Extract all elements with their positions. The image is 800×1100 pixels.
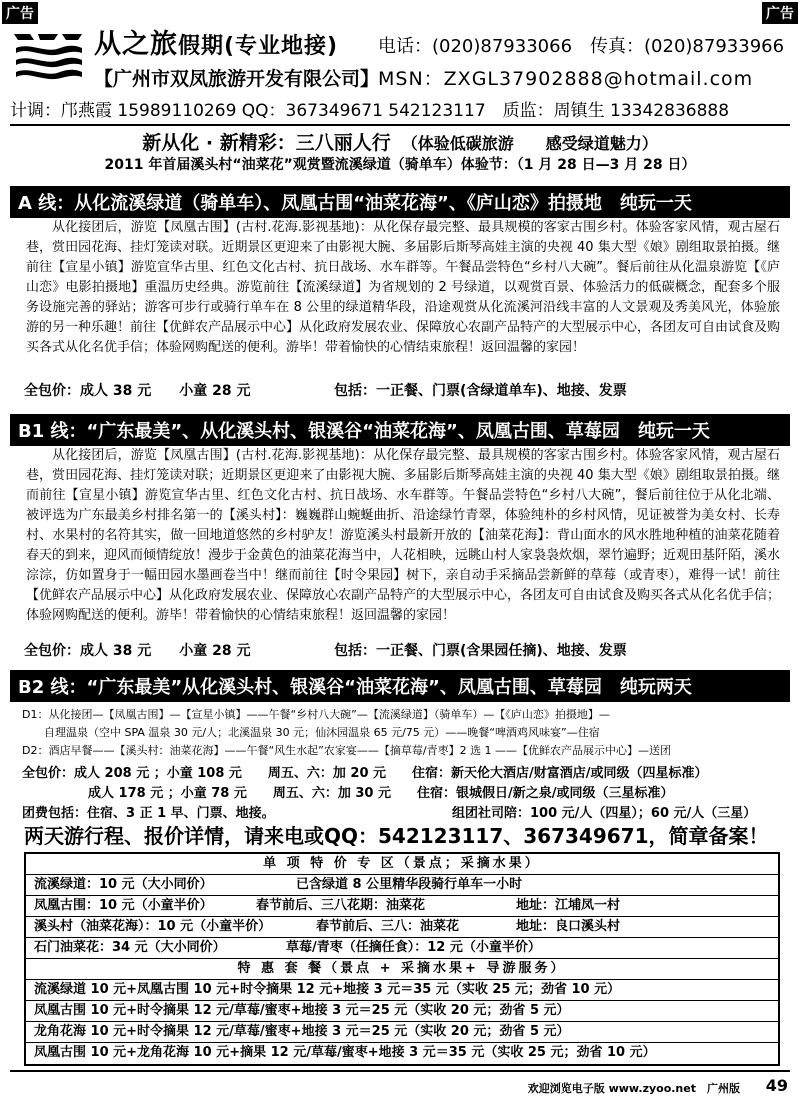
price-table <box>24 852 780 1066</box>
table-header-package: 特 惠 套 餐（景点 + 采摘水果+ 导游服务） <box>26 959 778 980</box>
header-divider <box>10 124 790 126</box>
msn-contact: MSN：ZXGL37902888@hotmail.com <box>378 68 754 90</box>
planner-contact: 计调：邝燕霞 15989110269 QQ：367349671 542123117 质监：周镇生 13342836888 <box>10 101 730 121</box>
header <box>10 22 790 124</box>
page-number: 49 <box>765 1076 788 1095</box>
call-to-action: 两天游行程、报价详情，请来电或QQ：542123117、367349671，简章备案！ <box>24 824 769 848</box>
line-b2-day1: D1：从化接团—【凤凰古围】—【宣星小镇】——午餐“乡村八大碗”—【流溪绿道】（骑单车）—【《庐山恋》拍摄地】— <box>22 708 610 721</box>
company-logo <box>10 26 86 84</box>
line-b2-day2: D2：酒店早餐——【溪头村：油菜花海】——午餐“风生水起”农家宴——【摘草莓/青枣】2 选 1 ——【优鲜农产品展示中心】—送团 <box>22 744 672 757</box>
table-row: 石门油菜花：34 元（大小同价） 草莓/青枣（任摘任食）：12 元（小童半价） <box>26 938 778 959</box>
ad-label-left: 广告 <box>2 2 38 24</box>
line-a-title: A 线：从化流溪绿道（骑单车）、凤凰古围“油菜花海”、《庐山恋》拍摄地 纯玩一天 <box>10 186 790 218</box>
promo-title: 新从化 · 新精彩：三八丽人行 （体验低碳旅游 感受绿道魅力） <box>142 132 658 154</box>
table-row: 凤凰古围 10 元+时令摘果 12 元/草莓/蜜枣+地接 3 元＝25 元（实收 20 元；劲省 5 元） <box>26 1001 778 1022</box>
line-a-price: 全包价：成人 38 元 小童 28 元 包括：一正餐、门票(含绿道单车)、地接、发票 <box>24 383 627 399</box>
brand-name: 从之旅假期(专业地接) <box>94 29 339 60</box>
line-b2-price-4star: 全包价：成人 208 元 ；小童 108 元 周五、六：加 20 元 住宿：新天伦大酒店/财富酒店/或同级（四星标准） <box>22 766 708 781</box>
table-row: 流溪绿道 10 元+凤凰古围 10 元+时令摘果 12 元+地接 3 元＝35 元（实收 25 元；劲省 10 元） <box>26 980 778 1001</box>
table-row: 凤凰古围 10 元+龙角花海 10 元+摘果 12 元/草莓/蜜枣+地接 3 元＝35 元（实收 25 元；劲省 10 元） <box>34 1045 656 1060</box>
line-b1-description: 从化接团后，游览【凤凰古围】(古村.花海.影视基地)：从化保存最完整、最具规模的客家古围乡村。体验客家风情，观古屋石巷，赏田园花海、挂灯笼读对联；近期景区更迎来了由影视大腕、多届影后斯琴高娃主演的央视 40 集大型《娘》剧组取景拍摄。继而前往【宣星小镇】游览宣华古里、红色文化古村、抗日战场、水车群等。午餐品尝特色“乡村八大碗”，餐后前往位于从化北端、被评选为广东最美乡村排名第一的【溪头村】：巍巍群山蜿蜒曲折、沿途绿竹青翠，体验纯朴的乡村风情，见证被誉为美女村、长寿村、水果村的名符其实，做一回地道悠然的乡村驴友！游览溪头村最新开放的【油菜花海】：背山面水的风水胜地种植的油菜花随着春天的到来，迎风而倾情绽放！漫步于金黄色的油菜花海当中，人花相映，远眺山村人家袅袅炊烟，翠竹遍野；近观田基阡陌，溪水淙淙，仿如置身于一幅田园水墨画卷当中！继而前往【时令果园】树下，亲自动手采摘品尝新鲜的草莓（或青枣），难得一试！前往【优鲜农产品展示中心】从化政府发展农业、保障放心农副产品特产的大型展示中心，各团友可自由试食及购买各式从化名优手信；体验网购配送的便利。游毕！带着愉快的心情结束旅程！返回温馨的家园！ <box>26 448 781 623</box>
footer <box>10 1070 790 1098</box>
ad-label-right: 广告 <box>762 2 798 24</box>
table-header-single: 单 项 特 价 专 区（景点；采摘水果） <box>26 854 778 875</box>
line-b2-price-3star: 成人 178 元 ；小童 78 元 周五、六：加 30 元 住宿：银城假日/新之泉/或同级（三星标准） <box>88 786 674 801</box>
table-row: 龙角花海 10 元+时令摘果 12 元/草莓/蜜枣+地接 3 元＝25 元（实收 20 元；劲省 5 元） <box>26 1022 778 1043</box>
line-b2-title: B2 线：“广东最美”从化溪头村、银溪谷“油菜花海”、凤凰古围、草莓园 纯玩两天 <box>10 670 790 702</box>
phone-fax: 电话：(020)87933066 传真：(020)87933966 <box>378 36 785 57</box>
line-b2-includes: 团费包括：住宿、3 正 1 早、门票、地接。 组团社司陪：100 元/人（四星）；60 元/人（三星） <box>22 806 757 821</box>
table-row: 流溪绿道：10 元（大小同价） 已含绿道 8 公里精华段骑行单车一小时 <box>26 875 778 896</box>
footer-text: 欢迎浏览电子版 www.zyoo.net 广州版 <box>527 1082 740 1095</box>
table-row: 溪头村（油菜花海）：10 元（小童半价） 春节前后、三八：油菜花 地址：良口溪头村 <box>26 917 778 938</box>
line-b2-day1-cont: 自理温泉（空中 SPA 温泉 30 元/人；北溪温泉 30 元；仙沐园温泉 65 元/75 元）——晚餐“啤酒鸡风味宴”—住宿 <box>44 726 600 739</box>
promo-festival: 2011 年首届溪头村“油菜花”观赏暨流溪绿道（骑单车）体验节：（1 月 28 日—3 月 28 日） <box>104 157 696 173</box>
table-row: 凤凰古围：10 元（小童半价） 春节前后、三八花期：油菜花 地址：江埔凤一村 <box>26 896 778 917</box>
line-a-description: 从化接团后，游览【凤凰古围】(古村.花海.影视基地)：从化保存最完整、最具规模的客家古围乡村。体验客家风情，观古屋石巷，赏田园花海、挂灯笼读对联。近期景区更迎来了由影视大腕、多届影后斯琴高娃主演的央视 40 集大型《娘》剧组取景拍摄。继前往【宣星小镇】游览宣华古里、红色文化古村、抗日战场、水车群等。午餐品尝特色“乡村八大碗”。餐后前往从化温泉游览【《庐山恋》电影拍摄地】重温历史经典。游览前往【流溪绿道】为省规划的 2 号绿道，以观赏百景、体验活力的低碳概念，配套多个服务设施完善的驿站；游客可步行或骑行单车在 8 公里的绿道精华段，沿途观赏从化流溪河沿线丰富的人文景观及秀美风光，体验旅游的另一种乐趣！前往【优鲜农产品展示中心】从化政府发展农业、保障放心农副产品特产的大型展示中心，各团友可自由试食及购买各式从化名优手信；体验网购配送的便利。游毕！带着愉快的心情结束旅程！返回温馨的家园！ <box>26 220 781 355</box>
line-b1-price: 全包价：成人 38 元 小童 28 元 包括：一正餐、门票(含果园任摘)、地接、发票 <box>24 643 627 659</box>
line-b1-title: B1 线：“广东最美”、从化溪头村、银溪谷“油菜花海”、凤凰古围、草莓园 纯玩一天 <box>10 414 790 446</box>
company-name: 【广州市双凤旅游开发有限公司】 <box>94 68 380 90</box>
